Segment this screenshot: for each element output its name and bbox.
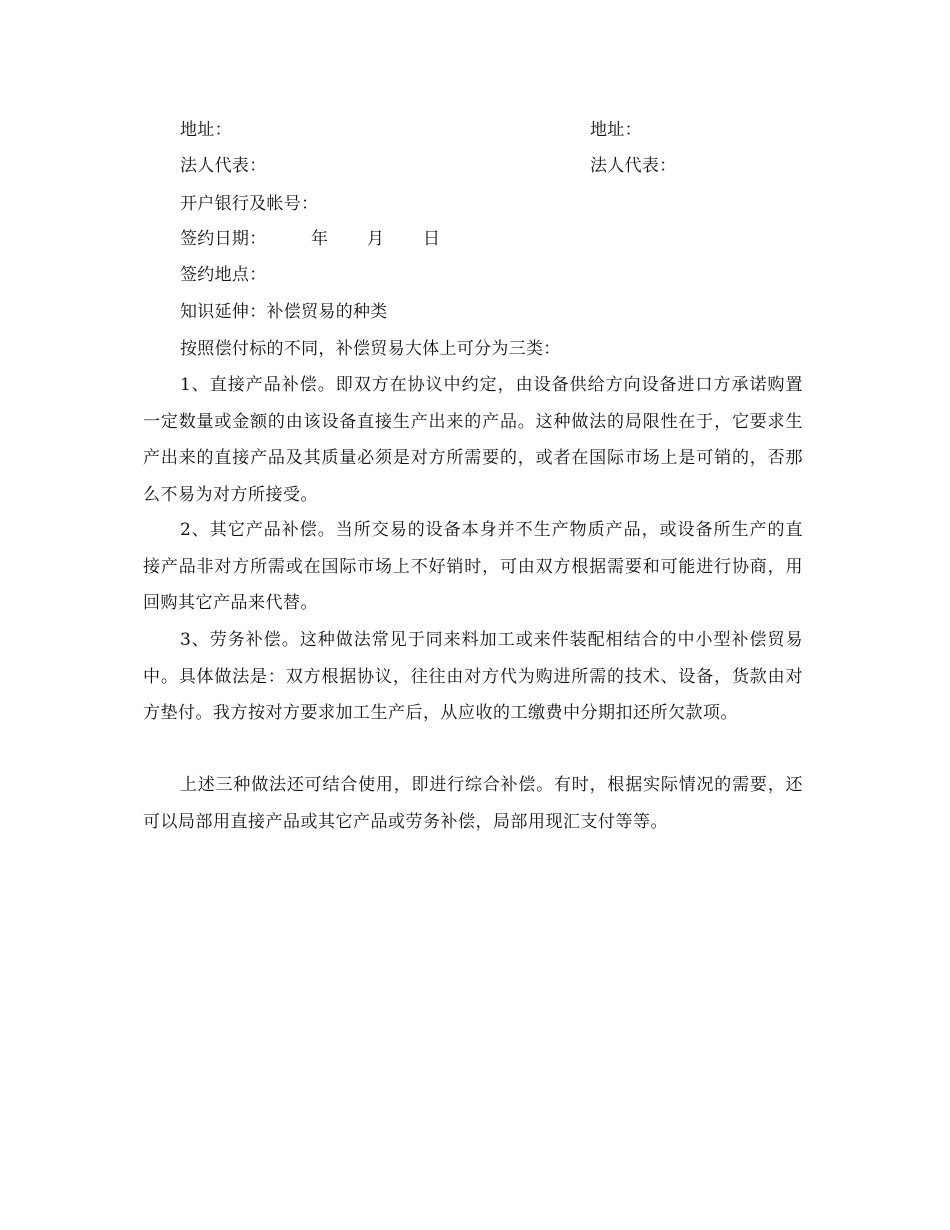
paragraph-other-product: 2、其它产品补偿。当所交易的设备本身并不生产物质产品，或设备所生产的直接产品非对方所需或在国际市场上不好销时，可由双方根据需要和可能进行协商，用回购其它产品来代替。 [143,520,803,613]
paragraph-labor: 3、劳务补偿。这种做法常见于同来料加工或来件装配相结合的中小型补偿贸易中。具体做法是：双方根据协议，往往由对方代为购进所需的技术、设备，货款由对方垫付。我方按对方要求加工生产后，从应收的工缴费中分期扣还所欠款项。 [143,630,803,723]
sign-date-day: 日 [423,229,440,249]
party-b-legal-rep-label: 法人代表： [590,156,677,176]
sign-date-month: 月 [367,229,384,249]
paragraph-direct-product: 1、直接产品补偿。即双方在协议中约定，由设备供给方向设备进口方承诺购置一定数量或金额的由该设备直接生产出来的产品。这种做法的局限性在于，它要求生产出来的直接产品及其质量必须是对方所需要的，或者在国际市场上是可销的，否那么不易为对方所接受。 [143,375,803,505]
sign-date-year: 年 [311,229,328,249]
sign-place-label: 签约地点： [180,265,267,285]
party-a-address-label: 地址： [180,120,232,140]
paragraph-combined: 上述三种做法还可结合使用，即进行综合补偿。有时，根据实际情况的需要，还可以局部用直接产品或其它产品或劳务补偿，局部用现汇支付等等。 [143,775,803,832]
extension-intro: 按照偿付标的不同，补偿贸易大体上可分为三类： [180,339,561,359]
party-a-legal-rep-label: 法人代表： [180,156,267,176]
party-b-address-label: 地址： [590,120,642,140]
extension-heading: 知识延伸：补偿贸易的种类 [180,302,388,322]
sign-date-label: 签约日期： [180,229,267,249]
bank-account-label: 开户银行及帐号： [180,194,319,214]
